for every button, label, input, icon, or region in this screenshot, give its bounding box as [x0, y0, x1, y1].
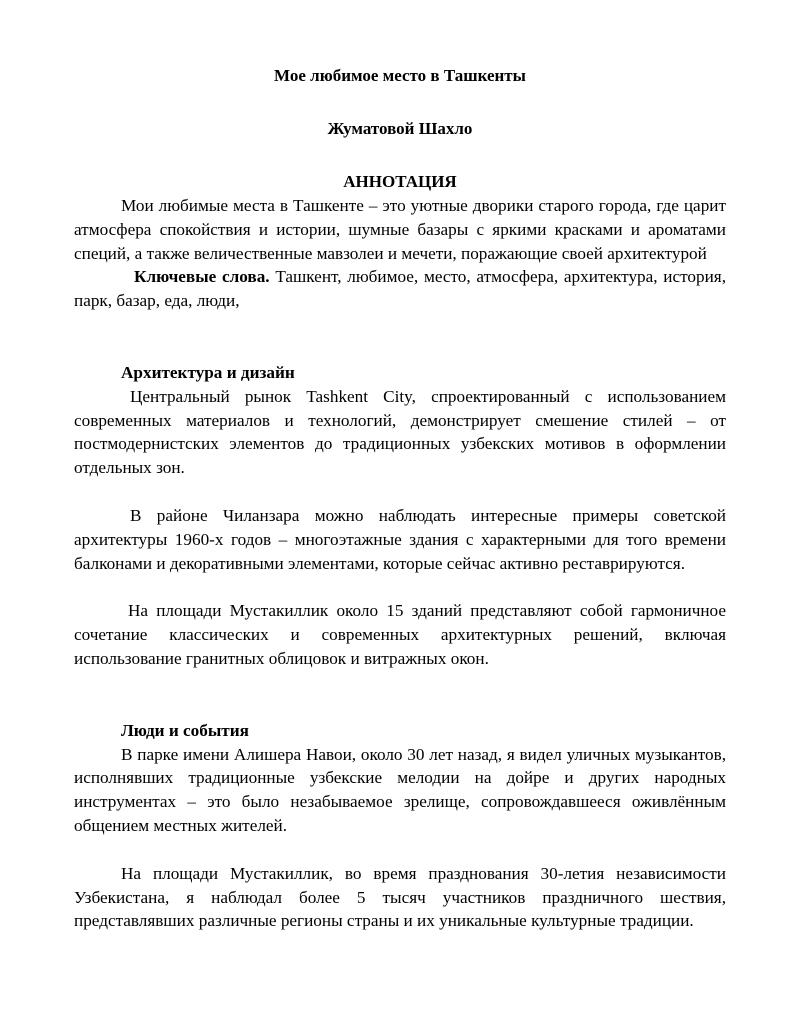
author-name: Жуматовой Шахло	[327, 119, 473, 138]
paragraph-architecture-1: Центральный рынок Tashkent City, спроектированный с использованием современных материалов и технологий, демонстрирует смешение стилей – от постмодернистских элементов до традиционных узбекских мотивов в оформлении отдельных зон.	[74, 386, 726, 478]
paragraph-architecture-3: На площади Мустакиллик около 15 зданий представляют собой гармоничное сочетание классических и современных архитектурных решений, включая использование гранитных облицовок и витражных окон.	[74, 601, 726, 668]
section-heading-people: Люди и события	[121, 720, 249, 740]
spacer	[74, 838, 726, 862]
keywords-label: Ключевые слова.	[134, 267, 270, 287]
spacer	[74, 575, 726, 599]
paragraph-people-2: На площади Мустакиллик, во время празднования 30-летия независимости Узбекистана, я наблюдал более 5 тысяч участников праздничного шествия, представлявших различные регионы страны и их уникальные культурные традиции.	[74, 863, 726, 931]
document-page	[74, 64, 726, 933]
document-title: Мое любимое место в Ташкенты	[274, 66, 526, 85]
spacer	[74, 313, 726, 361]
annotation-text: Мои любимые места в Ташкенте – это уютные дворики старого города, где царит атмосфера спокойствия и истории, шумные базары с яркими красками и ароматами специй, а также величественные мавзолеи и мечети, поражающие своей архитектурой	[74, 196, 726, 263]
spacer	[74, 671, 726, 719]
keywords-paragraph	[74, 265, 726, 313]
keywords-text: Ташкент, любимое, место, атмосфера, архитектура, история, парк, базар, еда, люди,	[74, 267, 726, 311]
paragraph-architecture-2: В районе Чиланзара можно наблюдать интересные примеры советской архитектуры 1960-х годов – многоэтажные здания с характерными для того времени балконами и декоративными элементами, которые сейчас активно реставрируются.	[74, 505, 726, 573]
annotation-heading: АННОТАЦИЯ	[343, 172, 457, 191]
section-heading-architecture: Архитектура и дизайн	[121, 362, 295, 382]
paragraph-people-1: В парке имени Алишера Навои, около 30 лет назад, я видел уличных музыкантов, исполнявших традиционные узбекские мелодии на дойре и других народных инструментах – это было незабываемое зрелище, сопровождавшееся оживлённым общением местных жителей.	[74, 744, 726, 835]
spacer	[74, 480, 726, 504]
